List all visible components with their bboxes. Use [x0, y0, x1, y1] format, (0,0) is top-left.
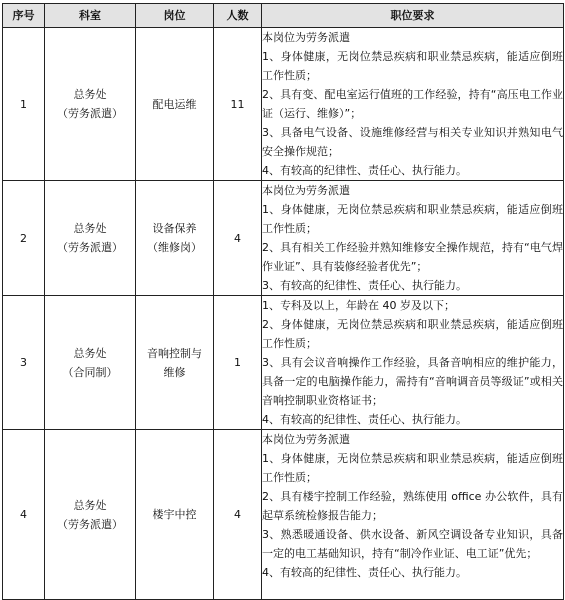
requirement-line: 2、具有变、配电室运行值班的工作经验，持有“高压电工作业证（运行、维修）”；	[262, 88, 563, 120]
requirement-line: 1、身体健康，无岗位禁忌疾病和职业禁忌疾病，能适应倒班工作性质；	[262, 50, 563, 82]
row-position	[136, 28, 214, 181]
row-index: 3	[3, 296, 45, 430]
requirement-line: 2、具有楼宇控制工作经验，熟练使用 office 办公软件，具有起草系统检修报告能力；	[262, 490, 563, 522]
department-name: 总务处	[73, 346, 107, 360]
header-department: 科室	[45, 4, 136, 28]
row-requirements	[262, 28, 564, 181]
employment-type: （劳务派遣）	[57, 517, 123, 531]
header-requirements: 职位要求	[262, 4, 564, 28]
requirement-line: 3、有较高的纪律性、责任心、执行能力。	[262, 279, 467, 292]
table-row	[3, 430, 564, 600]
row-requirements	[262, 296, 564, 430]
employment-type: （劳务派遣）	[57, 241, 123, 254]
row-department	[45, 430, 136, 600]
requirement-line: 1、身体健康，无岗位禁忌疾病和职业禁忌疾病，能适应倒班工作性质；	[262, 203, 563, 235]
row-position	[136, 296, 214, 430]
row-index: 2	[3, 181, 45, 296]
requirement-line: 本岗位为劳务派遣	[262, 184, 350, 197]
position-name-cont: 维修	[163, 365, 186, 379]
requirement-line: 4、有较高的纪律性、责任心、执行能力。	[262, 566, 467, 579]
header-position: 岗位	[136, 4, 214, 28]
row-requirements	[262, 181, 564, 296]
department-name: 总务处	[73, 222, 107, 235]
employment-type: （劳务派遣）	[57, 107, 123, 120]
job-requirements-table	[2, 3, 564, 600]
position-name: 音响控制与	[147, 346, 202, 360]
position-name: 楼宇中控	[152, 508, 197, 521]
requirement-line: 3、具有会议音响操作工作经验，具备音响相应的维护能力，具备一定的电脑操作能力，需持有“音响调音员等级证”或相关音响控制职业资格证书；	[262, 356, 563, 407]
requirement-line: 本岗位为劳务派遣	[262, 433, 350, 446]
table-row	[3, 296, 564, 430]
row-department	[45, 181, 136, 296]
row-department	[45, 296, 136, 430]
employment-type: （合同制）	[62, 365, 118, 379]
row-position	[136, 181, 214, 296]
requirement-line: 2、具有相关工作经验并熟知维修安全操作规范，持有“电气焊作业证”、具有装修经验者优先”；	[262, 241, 563, 273]
position-name: 设备保养	[152, 222, 197, 235]
requirement-line: 4、有较高的纪律性、责任心、执行能力。	[262, 164, 467, 177]
department-name: 总务处	[73, 498, 107, 512]
row-headcount: 1	[214, 296, 262, 430]
header-headcount: 人数	[214, 4, 262, 28]
requirement-line: 4、有较高的纪律性、责任心、执行能力。	[262, 413, 467, 426]
row-requirements	[262, 430, 564, 600]
position-subtitle: （维修岗）	[147, 241, 202, 254]
row-department	[45, 28, 136, 181]
row-index: 4	[3, 430, 45, 600]
header-index: 序号	[3, 4, 45, 28]
requirement-line: 2、身体健康，无岗位禁忌疾病和职业禁忌疾病，能适应倒班工作性质；	[262, 318, 563, 350]
row-headcount: 4	[214, 430, 262, 600]
requirement-line: 3、具备电气设备、设施维修经营与相关专业知识并熟知电气安全操作规范；	[262, 126, 563, 158]
table-row	[3, 28, 564, 181]
requirement-line: 本岗位为劳务派遣	[262, 31, 350, 44]
position-name: 配电运维	[152, 97, 197, 111]
table-header-row	[3, 4, 564, 28]
table-row	[3, 181, 564, 296]
row-headcount: 4	[214, 181, 262, 296]
department-name: 总务处	[73, 88, 107, 101]
requirement-line: 1、身体健康，无岗位禁忌疾病和职业禁忌疾病，能适应倒班工作性质；	[262, 452, 563, 484]
row-index: 1	[3, 28, 45, 181]
requirement-line: 3、熟悉暖通设备、供水设备、新风空调设备专业知识，具备一定的电工基础知识，持有“制冷作业证、电工证”优先；	[262, 528, 563, 560]
row-headcount: 11	[214, 28, 262, 181]
requirement-line: 1、专科及以上，年龄在 40 岁及以下；	[262, 299, 455, 312]
row-position	[136, 430, 214, 600]
